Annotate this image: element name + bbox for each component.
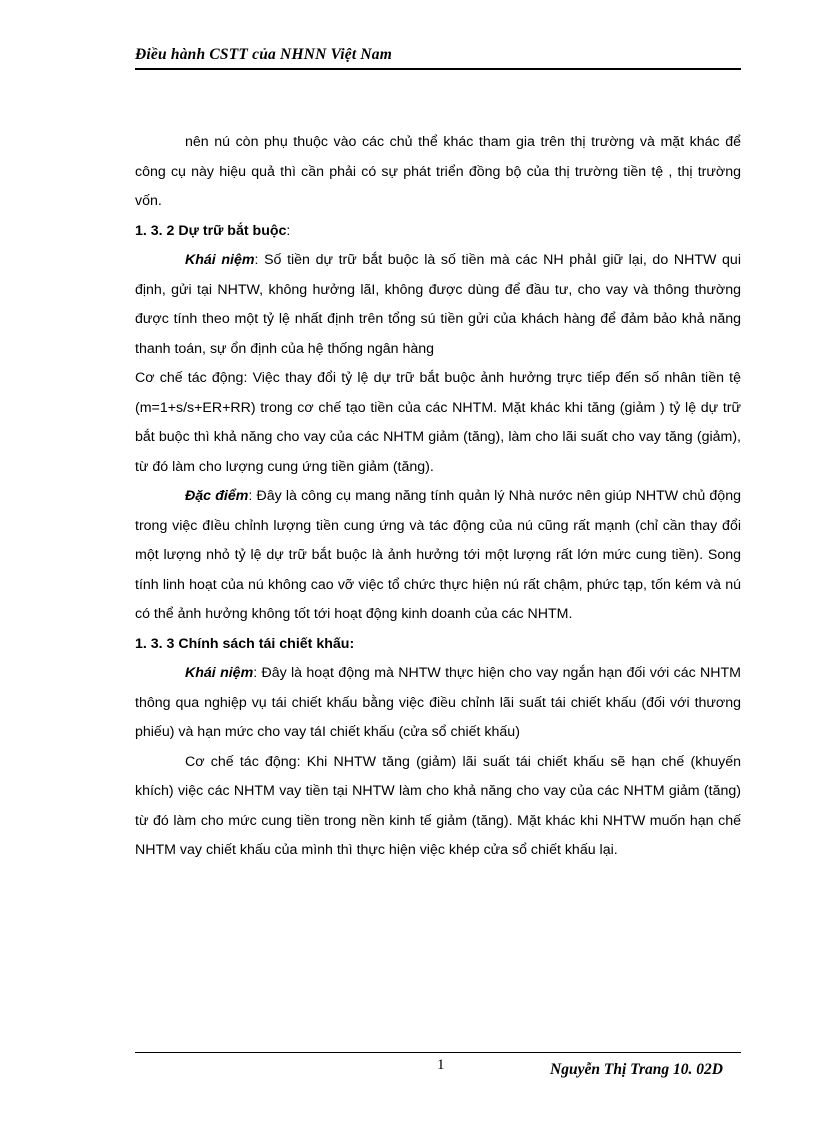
document-body: [135, 128, 741, 866]
section-heading-text: 1. 3. 2 Dự trữ bắt buộc: [135, 222, 287, 239]
paragraph-definition: [135, 246, 741, 364]
paragraph-text: : Đây là công cụ mang năng tính quản lý Nhà nước nên giúp NHTW chủ động trong việc đIều chỉnh lượng tiền cung ứng và tác động của nú cũng rất mạnh (chỉ cần thay đổi một lượng nhỏ tỷ lệ dự trữ bắt buộc là ảnh hưởng tới một lượng rất lớn mức cung tiền). Song tính linh hoạt của nú không cao vỡ việc tổ chức thực hiện nú rất chậm, phức tạp, tốn kém và nú có thể ảnh hưởng không tốt tới hoạt động kinh doanh của các NHTM.: [135, 488, 741, 622]
paragraph-lead: Khái niệm: [185, 665, 254, 681]
paragraph-text: : Đây là hoạt động mà NHTW thực hiện cho vay ngắn hạn đối với các NHTM thông qua nghiệp vụ tái chiết khấu bằng việc điều chỉnh lãi suất tái chiết khấu (đối với thương phiếu) và hạn mức cho vay táI chiết khấu (cửa sổ chiết khấu): [135, 665, 741, 740]
paragraph-definition-2: [135, 659, 741, 748]
section-heading-colon: :: [286, 222, 291, 239]
paragraph-mechanism: Cơ chế tác động: Việc thay đổi tỷ lệ dự trữ bắt buộc ảnh hưởng trực tiếp đến số nhân tiền tệ (m=1+s/s+ER+RR) trong cơ chế tạo tiền của các NHTM. Mặt khác khi tăng (giảm ) tỷ lệ dự trữ bắt buộc thì khả năng cho vay của các NHTM giảm (tăng), làm cho lãi suất cho vay tăng (giảm), từ đó làm cho lượng cung ứng tiền giảm (tăng).: [135, 370, 741, 475]
page-header: [135, 44, 741, 70]
paragraph-mechanism-2: Cơ chế tác động: Khi NHTW tăng (giảm) lãi suất tái chiết khấu sẽ hạn chế (khuyến khích) việc các NHTM vay tiền tại NHTW làm cho khả năng cho vay của các NHTM giảm (tăng) từ đó làm cho mức cung tiền trong nền kinh tế giảm (tăng). Mặt khác khi NHTW muốn hạn chế NHTM vay chiết khấu của mình thì thực hiện việc khép cửa sổ chiết khấu lại.: [135, 753, 741, 858]
page-footer: [135, 1052, 741, 1082]
paragraph-characteristics: [135, 482, 741, 630]
section-heading-1-3-3: 1. 3. 3 Chính sách tái chiết khấu:: [135, 635, 355, 652]
footer-author: Nguyễn Thị Trang 10. 02D: [550, 1061, 723, 1078]
page-number: 1: [437, 1057, 445, 1073]
paragraph-text: : Số tiền dự trữ bắt buộc là số tiền mà các NH phảI giữ lại, do NHTW qui định, gửi tại NHTW, không hưởng lãI, không được dùng để đầu tư, cho vay và thông thường được tính theo một tỷ lệ nhất định trên tổng sú tiền gửi của khách hàng để đảm bảo khả năng thanh toán, sự ổn định của hệ thống ngân hàng: [135, 252, 741, 357]
paragraph-continuation: nên nú còn phụ thuộc vào các chủ thể khác tham gia trên thị trường và mặt khác để công cụ này hiệu quả thì cần phải có sự phát triển đồng bộ của thị trường tiền tệ , thị trường vốn.: [135, 134, 741, 209]
paragraph-lead: Đặc điểm: [185, 488, 249, 504]
paragraph-lead: Khái niệm: [185, 252, 255, 268]
section-heading-1-3-2: [135, 217, 741, 247]
header-title: Điều hành CSTT của NHNN Việt Nam: [135, 46, 393, 63]
